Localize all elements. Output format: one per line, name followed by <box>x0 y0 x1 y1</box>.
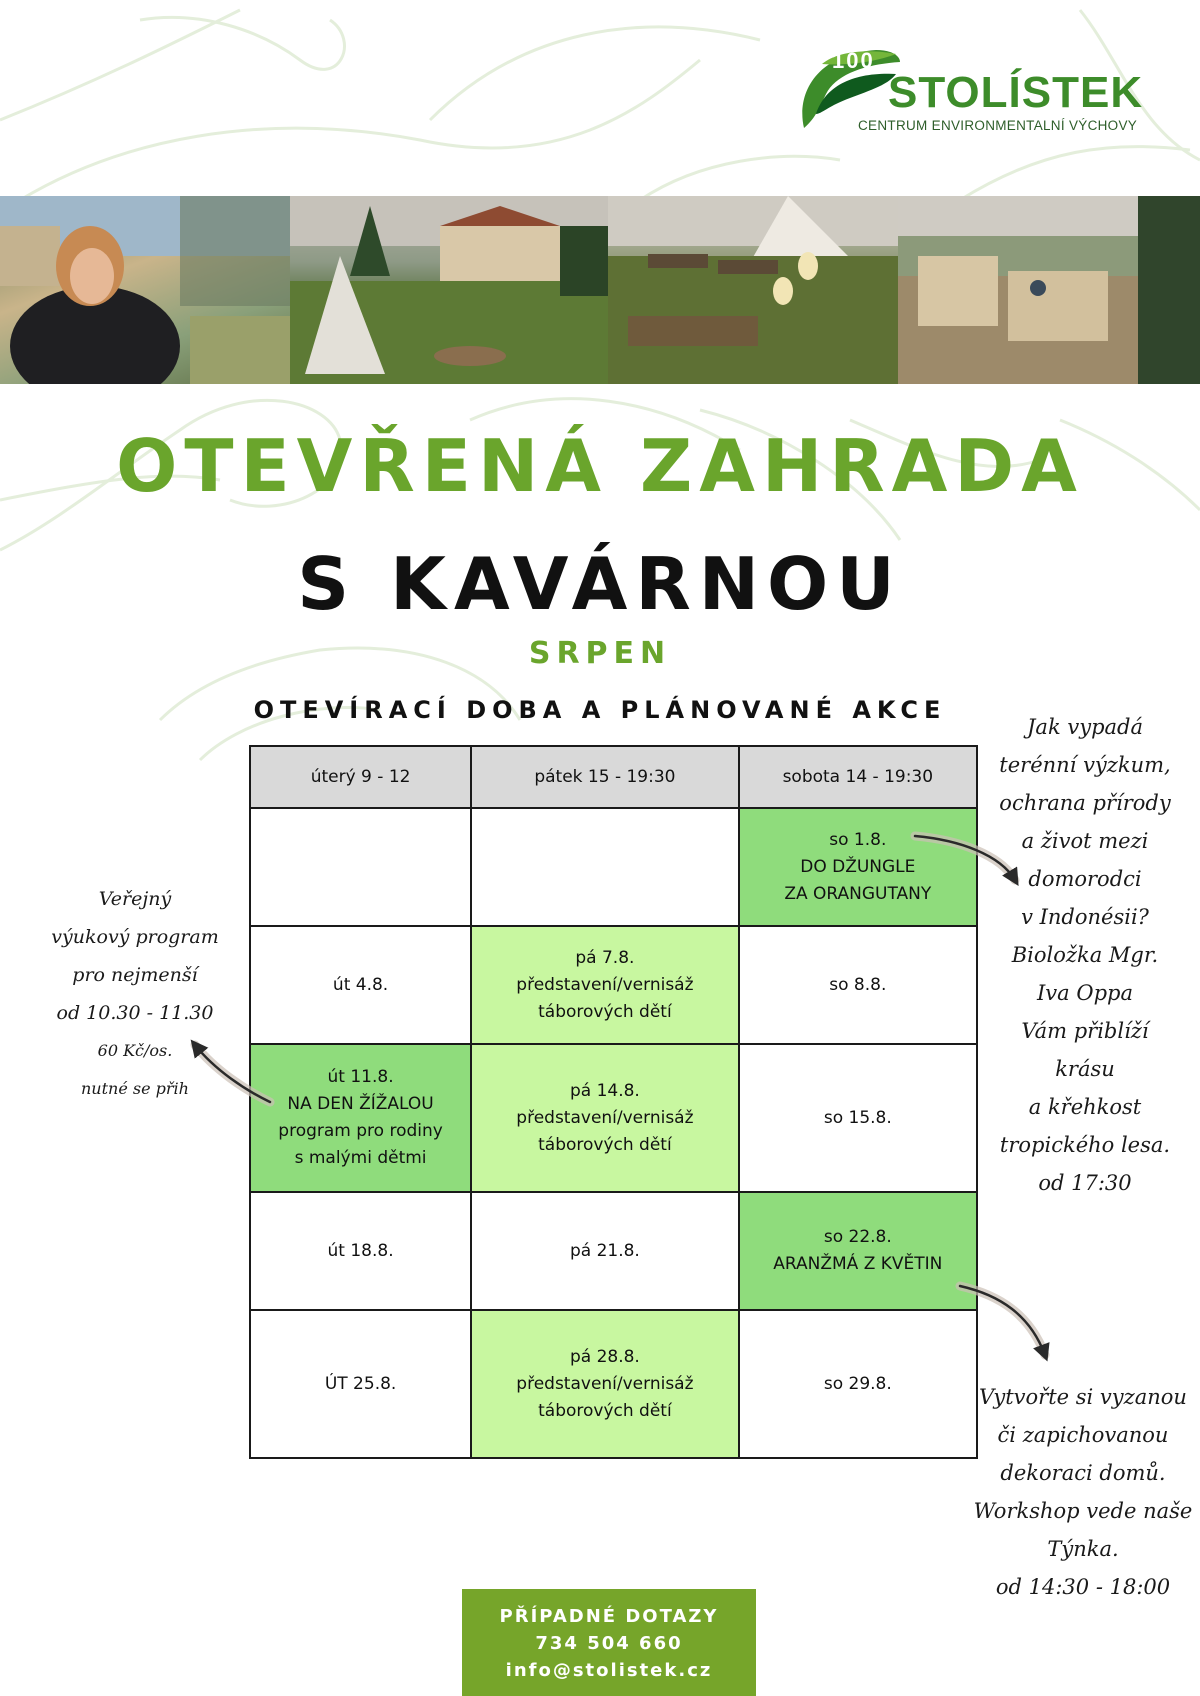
schedule-cell-line: so 29.8. <box>823 1373 892 1394</box>
educational-boards-photo <box>608 196 898 384</box>
note-right-flowers <box>970 1378 1196 1606</box>
note-line: výukový program <box>51 926 219 948</box>
header-saturday: sobota 14 - 19:30 <box>739 746 977 808</box>
schedule-cell-line: představení/vernisáž <box>516 1373 694 1394</box>
contact-box <box>462 1589 756 1696</box>
logo-name: STOLÍSTEK <box>888 68 1144 117</box>
logo-number: 100 <box>832 48 875 73</box>
schedule-row <box>250 1192 977 1310</box>
schedule-cell <box>471 1310 739 1458</box>
schedule-cell <box>739 1192 977 1310</box>
schedule-cell-line: představení/vernisáž <box>516 1107 694 1128</box>
note-right-jungle <box>990 708 1180 1202</box>
schedule-cell-line: představení/vernisáž <box>516 974 694 995</box>
note-line: nutné se přih <box>81 1079 189 1098</box>
schedule-cell-line: pá 21.8. <box>569 1240 640 1261</box>
logo-subtitle: CENTRUM ENVIRONMENTALNÍ VÝCHOVY <box>858 118 1138 133</box>
schedule-body <box>250 808 977 1458</box>
schedule-subtitle: OTEVÍRACÍ DOBA A PLÁNOVANÉ AKCE <box>253 696 947 724</box>
note-line: od 10.30 - 11.30 <box>56 1002 214 1024</box>
note-line: Iva Oppa <box>1037 981 1133 1005</box>
note-line: Veřejný <box>98 888 172 910</box>
schedule-row <box>250 1044 977 1192</box>
schedule-table <box>249 745 978 1459</box>
header-friday: pátek 15 - 19:30 <box>471 746 739 808</box>
note-line: Vám přiblíží <box>1021 1019 1149 1043</box>
note-line: Jak vypadá <box>1027 715 1143 739</box>
schedule-cell-line: ZA ORANGUTANY <box>784 883 932 904</box>
schedule-row <box>250 808 977 926</box>
contact-email[interactable]: info@stolistek.cz <box>505 1660 713 1681</box>
schedule-cell <box>739 808 977 926</box>
title-line-1: OTEVŘENÁ ZAHRADA <box>116 424 1084 508</box>
garden-with-teepee-photo <box>290 196 608 384</box>
schedule-cell-line: pá 28.8. <box>569 1346 640 1367</box>
schedule-cell-line: táborových dětí <box>538 1001 672 1022</box>
note-line: domorodci <box>1028 867 1142 891</box>
schedule-cell <box>471 926 739 1044</box>
note-line: Workshop vede naše <box>973 1499 1193 1523</box>
schedule-cell-line: táborových dětí <box>538 1400 672 1421</box>
note-line: či zapichovanou <box>997 1423 1169 1447</box>
contact-phone[interactable]: 734 504 660 <box>535 1633 683 1654</box>
note-line: krásu <box>1055 1057 1115 1081</box>
woman-with-phone-photo <box>0 196 290 384</box>
schedule-cell-line: NA DEN ŽÍŽALOU <box>287 1094 434 1114</box>
header-tuesday: úterý 9 - 12 <box>250 746 471 808</box>
note-line: Bioložka Mgr. <box>1011 943 1159 967</box>
schedule-cell <box>471 808 739 926</box>
header-photo-strip <box>0 196 1200 384</box>
schedule-cell <box>250 926 471 1044</box>
schedule-cell-line: DO DŽUNGLE <box>800 856 916 877</box>
schedule-cell <box>250 1192 471 1310</box>
schedule-cell <box>739 1310 977 1458</box>
schedule-cell <box>471 1044 739 1192</box>
contact-heading: PŘÍPADNÉ DOTAZY <box>499 1606 719 1627</box>
schedule-cell-line: ARANŽMÁ Z KVĚTIN <box>773 1254 943 1274</box>
schedule-row <box>250 926 977 1044</box>
note-left-program <box>40 880 230 1108</box>
schedule-cell-line: táborových dětí <box>538 1134 672 1155</box>
note-line: terénní výzkum, <box>999 753 1171 777</box>
month-label: SRPEN <box>528 636 672 671</box>
note-line: pro nejmenší <box>72 964 198 986</box>
schedule-cell-line: pá 7.8. <box>575 947 635 968</box>
schedule-cell <box>250 1044 471 1192</box>
schedule-cell-line: so 15.8. <box>823 1107 892 1128</box>
note-line: Vytvořte si vyzanou <box>979 1385 1187 1409</box>
note-line: Týnka. <box>1047 1537 1119 1561</box>
schedule-cell-line: s malými dětmi <box>294 1148 427 1168</box>
schedule-row <box>250 1310 977 1458</box>
schedule-header-row <box>250 746 977 808</box>
note-line: v Indonésii? <box>1021 905 1149 929</box>
schedule-cell-line: út 11.8. <box>327 1067 394 1087</box>
schedule-cell <box>250 808 471 926</box>
schedule-cell-line: út 18.8. <box>327 1240 394 1261</box>
schedule-cell-line: út 4.8. <box>332 974 389 995</box>
note-line: 60 Kč/os. <box>97 1041 173 1060</box>
note-line: dekoraci domů. <box>1000 1461 1166 1485</box>
schedule-cell-line: so 1.8. <box>829 829 887 850</box>
pallet-benches-photo <box>898 196 1200 384</box>
schedule-cell-line: so 22.8. <box>823 1227 892 1247</box>
note-line: od 14:30 - 18:00 <box>995 1575 1171 1599</box>
note-line: a život mezi <box>1021 829 1149 853</box>
schedule-cell <box>739 926 977 1044</box>
title-line-2: S KAVÁRNOU <box>297 542 903 626</box>
note-line: tropického lesa. <box>999 1133 1171 1157</box>
schedule-cell <box>250 1310 471 1458</box>
schedule-cell-line: ÚT 25.8. <box>324 1373 397 1394</box>
schedule-cell-line: program pro rodiny <box>278 1121 443 1141</box>
note-line: ochrana přírody <box>999 791 1171 815</box>
note-line: od 17:30 <box>1038 1171 1132 1195</box>
schedule-cell <box>739 1044 977 1192</box>
schedule-cell <box>471 1192 739 1310</box>
schedule-cell-line: pá 14.8. <box>569 1080 640 1101</box>
note-line: a křehkost <box>1028 1095 1142 1119</box>
schedule-cell-line: so 8.8. <box>829 974 887 995</box>
stolistek-logo <box>796 44 1156 144</box>
